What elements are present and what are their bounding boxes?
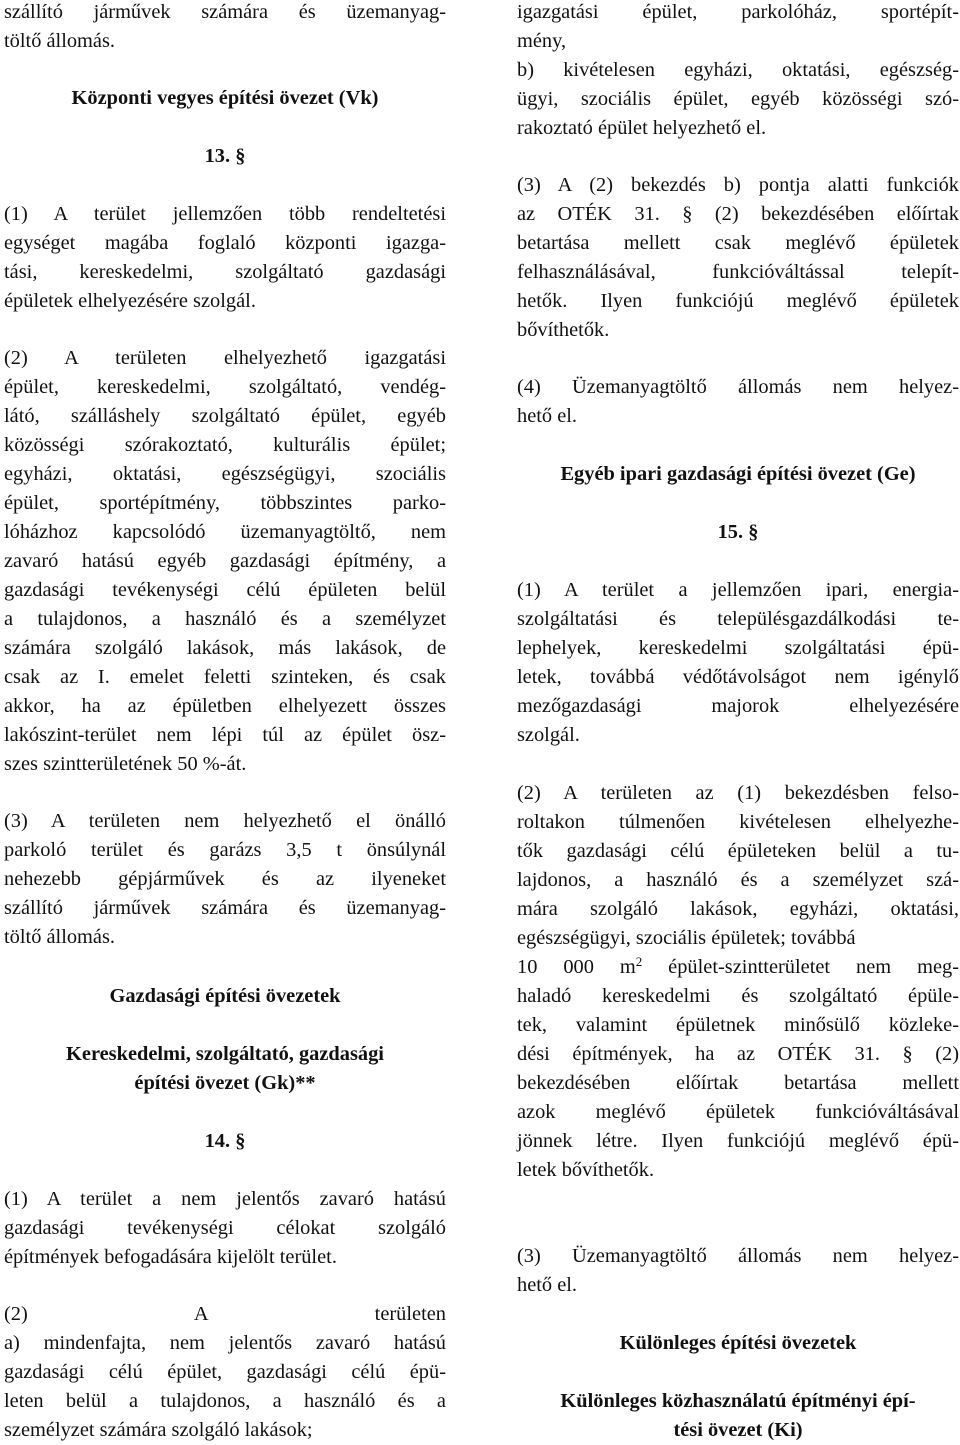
text-line: hető el. bbox=[517, 1274, 578, 1296]
text-line: (3) A területen nem helyezhető el önálló bbox=[4, 810, 446, 832]
text-line: tési övezet (Ki) bbox=[673, 1419, 803, 1441]
paragraph-14-4 bbox=[517, 373, 959, 431]
heading-kulonleges: Különleges építési övezetek bbox=[619, 1332, 857, 1354]
paragraph-15-1 bbox=[517, 576, 959, 750]
paragraph-14-2 bbox=[4, 1300, 446, 1445]
text-line: egészségügyi, szociális épületek; továbbá bbox=[517, 927, 856, 949]
section-13: 13. § bbox=[204, 145, 246, 167]
text-line: hetők. Ilyen funkciójú meglévő épületek bbox=[517, 290, 959, 312]
text-line: dési építmények, ha az OTÉK 31. § (2) bbox=[517, 1043, 959, 1065]
text-line: (2) A területen az (1) bekezdésben felso- bbox=[517, 782, 959, 804]
text-line: bekezdésében előírtak betartása mellett bbox=[517, 1072, 959, 1094]
text-line: gazdasági célú épület, gazdasági célú épü- bbox=[4, 1361, 446, 1383]
paragraph-14-3 bbox=[517, 171, 959, 345]
text-line: számára szolgáló lakások, más lakások, de bbox=[4, 637, 446, 659]
text-line: egyházi, oktatási, egészségügyi, szociális bbox=[4, 463, 446, 485]
text-line: tők gazdasági célú épületeken belül a tu- bbox=[517, 840, 959, 862]
section-14: 14. § bbox=[204, 1130, 246, 1152]
text-line: szállító járművek számára és üzemanyag- bbox=[4, 1, 446, 23]
text-line: letek bővíthetők. bbox=[517, 1159, 655, 1181]
text-line: gazdasági tevékenységi célokat szolgáló bbox=[4, 1217, 446, 1239]
text-line: jönnek létre. Ilyen funkciójú meglévő épü- bbox=[517, 1130, 959, 1152]
text-line: (1) A terület a jellemzően ipari, energia- bbox=[517, 579, 959, 601]
text-line: szállító járművek számára és üzemanyag- bbox=[4, 897, 446, 919]
text-line: haladó kereskedelmi és szolgáltató épüle- bbox=[517, 985, 959, 1007]
text-line: épület, sportépítmény, többszintes parko- bbox=[4, 492, 446, 514]
text-line: lakószint-terület nem lépi túl az épület ösz- bbox=[4, 724, 446, 746]
text-line: (1) A terület a nem jelentős zavaró hatású bbox=[4, 1188, 446, 1210]
text-line: tek, valamint épületnek minősülő közleke- bbox=[517, 1014, 959, 1036]
paragraph-13-1 bbox=[4, 200, 446, 316]
paragraph-14-1 bbox=[4, 1185, 446, 1272]
text-line: épületek elhelyezésére szolgál. bbox=[4, 290, 256, 312]
text-line: személyzet számára szolgáló lakások; bbox=[4, 1419, 313, 1441]
text-line: közösségi szórakoztató, kulturális épület; bbox=[4, 434, 446, 456]
text-line: (1) A terület jellemzően több rendeltetési bbox=[4, 203, 446, 225]
text-line: leten belül a tulajdonos, a használó és a bbox=[4, 1390, 446, 1412]
heading-gk bbox=[4, 1040, 446, 1098]
text-line: igazgatási épület, parkolóház, sportépít- bbox=[517, 1, 959, 23]
text-line: gazdasági tevékenységi célú épületen belül bbox=[4, 579, 446, 601]
text-line: (3) Üzemanyagtöltő állomás nem helyez- bbox=[517, 1245, 959, 1267]
text-line: mára szolgáló lakások, egyházi, oktatási, bbox=[517, 898, 959, 920]
text-line: töltő állomás. bbox=[4, 926, 116, 948]
text-line: a) mindenfajta, nem jelentős zavaró hatású bbox=[4, 1332, 446, 1354]
paragraph-15-2 bbox=[517, 779, 959, 1185]
text-line: akkor, ha az épületben elhelyezett összes bbox=[4, 695, 446, 717]
text-line: a tulajdonos, a használó és a személyzet bbox=[4, 608, 446, 630]
section-15: 15. § bbox=[717, 521, 759, 543]
text-line: szolgál. bbox=[517, 724, 580, 746]
text-line: nehezebb gépjárművek és az ilyeneket bbox=[4, 868, 446, 890]
text-line: Kereskedelmi, szolgáltató, gazdasági bbox=[66, 1043, 384, 1065]
text-line: parkoló terület és garázs 3,5 t önsúlynál bbox=[4, 839, 446, 861]
text-line: azok meglévő épületek funkcióváltásával bbox=[517, 1101, 959, 1123]
text-line: egységet magába foglaló központi igazga- bbox=[4, 232, 446, 254]
text-line: mezőgazdasági majorok elhelyezésére bbox=[517, 695, 959, 717]
text-line: az OTÉK 31. § (2) bekezdésében előírtak bbox=[517, 203, 959, 225]
text-line: tási, kereskedelmi, szolgáltató gazdasági bbox=[4, 261, 446, 283]
text-line: épület, kereskedelmi, szolgáltató, vendég- bbox=[4, 376, 446, 398]
paragraph-continuation-right bbox=[517, 0, 959, 143]
text-line: töltő állomás. bbox=[4, 30, 116, 52]
paragraph-15-3 bbox=[517, 1242, 959, 1300]
text-line: (2) A területen elhelyezhető igazgatási bbox=[4, 347, 446, 369]
heading-vk: Központi vegyes építési övezet (Vk) bbox=[71, 87, 379, 109]
heading-ki bbox=[517, 1387, 959, 1445]
text-line: betartása mellett csak meglévő épületek bbox=[517, 232, 959, 254]
text-line: felhasználásával, funkcióváltással telepít- bbox=[517, 261, 959, 283]
heading-ge: Egyéb ipari gazdasági építési övezet (Ge) bbox=[560, 463, 916, 485]
text-line: ügyi, szociális épület, egyéb közösségi szó- bbox=[517, 88, 959, 110]
text-line: építmények befogadására kijelölt terület. bbox=[4, 1246, 337, 1268]
text-line: lóházhoz kapcsolódó üzemanyagtöltő, nem bbox=[4, 521, 446, 543]
paragraph-13-3 bbox=[4, 807, 446, 952]
text-line: lephelyek, kereskedelmi szolgáltatási épü- bbox=[517, 637, 959, 659]
paragraph-continuation bbox=[4, 0, 446, 56]
text-line: szes szintterületének 50 %-át. bbox=[4, 753, 247, 775]
text-line: lajdonos, a használó és a személyzet szá- bbox=[517, 869, 959, 891]
text-line: építési övezet (Gk)** bbox=[134, 1072, 316, 1094]
text-line: (3) A (2) bekezdés b) pontja alatti funkciók bbox=[517, 174, 959, 196]
text-line: szolgáltatási és településgazdálkodási te- bbox=[517, 608, 959, 630]
text-line: Különleges közhasználatú építményi épí- bbox=[560, 1390, 916, 1412]
text-line: zavaró hatású egyéb gazdasági építmény, a bbox=[4, 550, 446, 572]
text-line: bővíthetők. bbox=[517, 319, 610, 341]
paragraph-13-2 bbox=[4, 344, 446, 779]
text-line: látó, szálláshely szolgáltató épület, egyéb bbox=[4, 405, 446, 427]
paragraph-15-2-area-line: 10 000 $m^2$ épület-szintterületet nem meg- bbox=[517, 954, 959, 978]
text-line: roltakon túlmenően kivételesen elhelyezhe- bbox=[517, 811, 959, 833]
text-line: mény, bbox=[517, 30, 567, 52]
text-line: (4) Üzemanyagtöltő állomás nem helyez- bbox=[517, 376, 959, 398]
text-line: csak az I. emelet feletti szinteken, és csak bbox=[4, 666, 446, 688]
text-line: rakoztató épület helyezhető el. bbox=[517, 117, 767, 139]
text-line: letek, továbbá védőtávolságot nem igénylő bbox=[517, 666, 959, 688]
heading-gazdasagi: Gazdasági építési övezetek bbox=[109, 985, 341, 1007]
text-line: (2) A területen bbox=[4, 1303, 446, 1325]
text-line: hető el. bbox=[517, 405, 578, 427]
text-line: b) kivételesen egyházi, oktatási, egészség- bbox=[517, 59, 959, 81]
